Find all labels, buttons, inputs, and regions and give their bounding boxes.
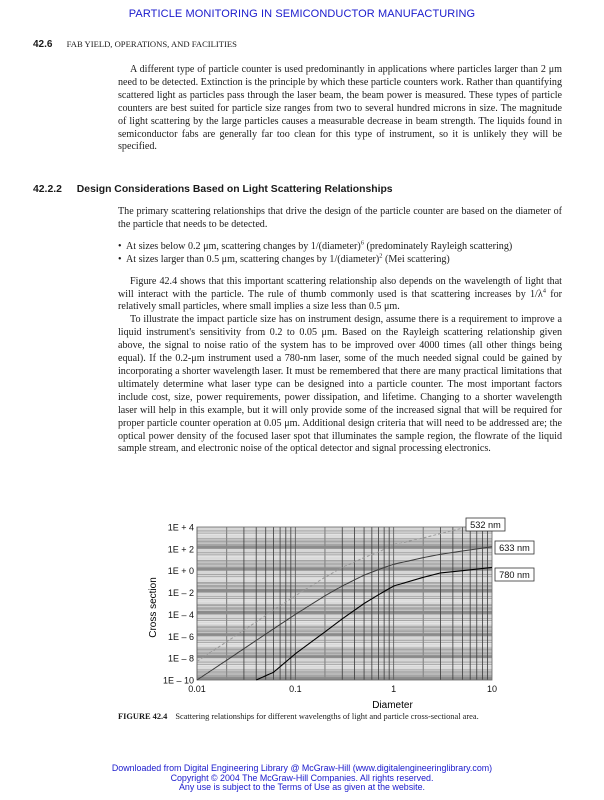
footer-line-copyright: Copyright © 2004 The McGraw-Hill Companies. All rights reserved. xyxy=(170,772,434,783)
section-heading xyxy=(33,184,393,195)
caption-text: Scattering relationships for different wavelengths of light and particle cross-sectional area. xyxy=(175,712,479,721)
x-tick-label: 0.1 xyxy=(289,684,302,694)
page-number: 42.6 xyxy=(33,39,53,50)
footer-line-terms: Any use is subject to the Terms of Use as given at the website. xyxy=(179,782,425,793)
legend-text: 532 nm xyxy=(470,520,501,530)
running-head: PARTICLE MONITORING IN SEMICONDUCTOR MANUFACTURING xyxy=(128,8,476,20)
y-tick-label: 1E – 10 xyxy=(162,675,194,686)
y-tick-label: 1E + 4 xyxy=(167,522,194,533)
legend-label-633-nm xyxy=(495,541,534,554)
paragraph-illustration: To illustrate the impact particle size has on instrument design, assume there is a requirement to improve a liquid instrument's sensitivity from 0.2 to 0.05 μm. Based on the Rayleigh scattering relationship given above, the signal to noise ratio of the system has to be improved over 4000 times (all other things being equal). If the 0.2-μm instrument used a 780-nm laser, some of the much needed signal could be gained by incorporating a shorter wavelength laser. It must be remembered that there are many practical limitations that ultimately determine what laser type can be designed into a particle counter. The most important factors include cost, size, power requirements, power dissipation, and lifetime. Changing to a shorter wavelength laser will help in this example, but it will only provide some of the increased signal that will be required for proper particle counter operation at 0.05 μm. Additional design criteria that will need to be addressed are; the optical power density of the focused laser spot that illuminates the sample region, the flowrate of the liquid sample stream, and electronic noise of the optical detector and signal processing electronics. xyxy=(118,314,562,455)
figure-42-4 xyxy=(0,510,604,710)
grid-band-light xyxy=(197,643,492,647)
grid-band-light xyxy=(197,577,492,581)
paragraph-figure-ref: Figure 42.4 shows that this important scattering relationship also depends on the wavelength of light that will interact with the particle. The rule of thumb commonly used is that scattering increases by $1/\lambda^4$ for relatively small particles, where small implies a size less than 0.5 μm. xyxy=(118,275,563,313)
bullet-item: • At sizes larger than 0.5 μm, scattering changes by 1/(diameter)$^2$ (Mei scattering) xyxy=(118,254,562,267)
section-number: 42.2.2 xyxy=(33,184,62,195)
figure-caption xyxy=(118,712,538,722)
legend-label-780-nm xyxy=(495,568,534,581)
x-tick-label: 0.01 xyxy=(188,684,206,694)
grid-band-light xyxy=(197,665,492,669)
grid-band-light xyxy=(197,599,492,603)
y-tick-label: 1E + 2 xyxy=(167,544,194,555)
footer xyxy=(0,764,604,793)
bullet-list xyxy=(118,241,562,267)
y-axis-label: Cross section xyxy=(148,577,159,638)
caption-label: FIGURE 42.4 xyxy=(118,712,168,721)
y-tick-label: 1E + 0 xyxy=(167,566,194,577)
y-tick-label: 1E – 8 xyxy=(167,653,194,664)
x-axis-label: Diameter xyxy=(372,700,413,710)
y-tick-label: 1E – 6 xyxy=(167,631,194,642)
grid-band-light xyxy=(197,534,492,538)
grid-band-light xyxy=(197,555,492,559)
legend-text: 633 nm xyxy=(499,543,530,553)
page-header xyxy=(33,39,237,50)
chapter-title: FAB YIELD, OPERATIONS, AND FACILITIES xyxy=(66,39,237,49)
x-tick-label: 10 xyxy=(486,684,498,694)
section-lead: The primary scattering relationships that drive the design of the particle counter are based on the diameter of the particle that needs to be detected. xyxy=(118,206,562,230)
legend-text: 780 nm xyxy=(499,570,530,580)
intro-paragraph: A different type of particle counter is used predominantly in applications where particles larger than 2 μm need to be detected. Extinction is the principle by which these particle counters work. Rather than quantifying scattered light as particles pass through the laser beam, the beam power is measured. These types of particle counters are best suited for particle size ranges from two to several hundred microns in size. The magnitude of light scattering by the large particles causes a measurable decrease in beam strength. The liquids found in semiconductor fabs are generally far too clean for this type of instrument, so it is unlikely they will be specified. xyxy=(118,64,562,153)
section-title: Design Considerations Based on Light Scattering Relationships xyxy=(76,184,393,195)
intro-block xyxy=(118,64,562,154)
bullet-item: • At sizes below 0.2 μm, scattering changes by 1/(diameter)$^6$ (predominately Rayleigh scattering) xyxy=(118,241,562,254)
footer-line-download[interactable]: Downloaded from Digital Engineering Library @ McGraw-Hill (www.digitalengineeringlibrary.com) xyxy=(111,763,493,773)
legend-label-532-nm xyxy=(466,518,505,531)
section-body xyxy=(118,206,562,456)
grid-band-light xyxy=(197,621,492,625)
y-tick-label: 1E – 4 xyxy=(167,609,194,620)
y-tick-label: 1E – 2 xyxy=(167,588,194,599)
scattering-chart xyxy=(0,510,604,710)
x-tick-label: 1 xyxy=(391,684,397,694)
